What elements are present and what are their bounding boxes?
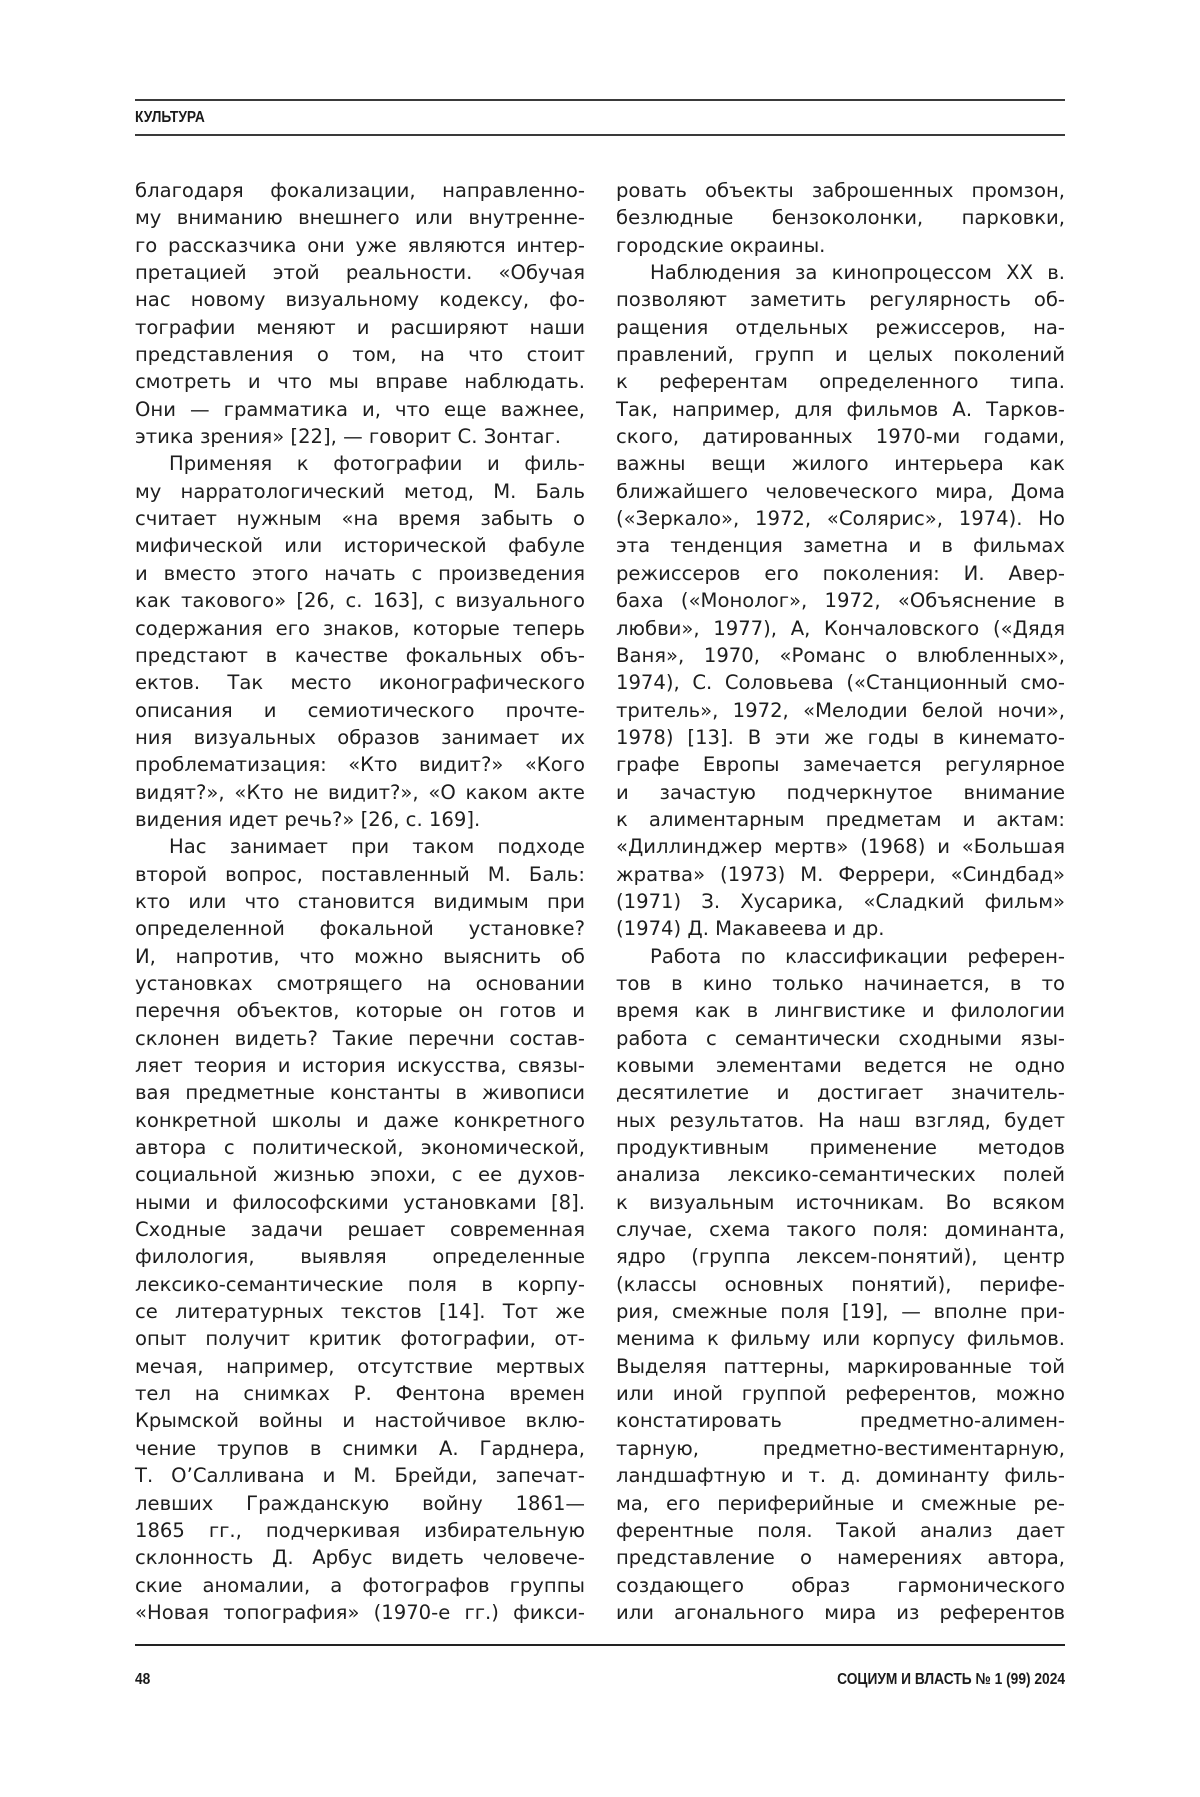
text-line: ские аномалии, а фотографов группы [135, 1573, 585, 1597]
text-line: режиссеров его поколения: И. Авер- [616, 561, 1065, 585]
text-line: создающего образ гармонического [616, 1573, 1065, 1597]
text-line: баха («Монолог», 1972, «Объяснение в [616, 589, 1065, 613]
text-line: склонность Д. Арбус видеть человече- [135, 1546, 585, 1570]
text-line: считает нужным «на время забыть о [135, 507, 585, 531]
text-line: рия, смежные поля [19], — вполне при- [616, 1300, 1065, 1324]
text-line: тритель», 1972, «Мелодии белой ночи», [616, 698, 1065, 722]
text-line: смотреть и что мы вправе наблюдать. [135, 370, 585, 394]
text-line: Так, например, для фильмов А. Тарков- [616, 397, 1065, 421]
text-line: ферентные поля. Такой анализ дает [616, 1518, 1065, 1542]
text-line: определенной фокальной установке? [135, 917, 585, 941]
text-line: Работа по классификации референ- [650, 944, 1065, 968]
text-line: ными и философскими установками [8]. [135, 1190, 585, 1214]
text-line: левших Гражданскую войну 1861— [135, 1491, 585, 1515]
text-line: работа с семантически сходными язы- [616, 1026, 1065, 1050]
text-line: второй вопрос, поставленный М. Баль: [135, 862, 585, 886]
text-line: конкретной школы и даже конкретного [135, 1108, 585, 1132]
text-line: автора с политической, экономической, [135, 1136, 585, 1160]
text-line: Они — грамматика и, что еще важнее, [135, 397, 585, 421]
text-line: ровать объекты заброшенных промзон, [616, 179, 1065, 202]
text-line: опыт получит критик фотографии, от- [135, 1327, 585, 1351]
text-line: се литературных текстов [14]. Тот же [135, 1300, 585, 1324]
text-line: или агонального мира из референтов [616, 1600, 1065, 1624]
text-line: благодаря фокализации, направленно- [135, 179, 585, 202]
text-line: тографии меняют и расширяют наши [135, 315, 585, 339]
text-line: важны вещи жилого интерьера как [616, 452, 1065, 476]
text-line: Выделяя паттерны, маркированные той [616, 1354, 1065, 1378]
text-line: И, напротив, что можно выяснить об [135, 944, 585, 968]
journal-title: СОЦИУМ И ВЛАСТЬ № 1 (99) 2024 [837, 1671, 1065, 1688]
text-line: описания и семиотического прочте- [135, 698, 585, 722]
text-line: Сходные задачи решает современная [135, 1218, 585, 1242]
text-line: предстают в качестве фокальных объ- [135, 643, 585, 667]
text-line: 1974), С. Соловьева («Станционный смо- [616, 671, 1065, 695]
text-line: Крымской войны и настойчивое вклю- [135, 1409, 585, 1433]
text-line: безлюдные бензоколонки, парковки, [616, 206, 1065, 230]
text-line: правлений, групп и целых поколений [616, 343, 1065, 367]
text-line: как такового» [26, с. 163], с визуального [135, 589, 585, 613]
text-line: 1978) [13]. В эти же годы в кинемато- [616, 725, 1065, 749]
text-line: любви», 1977), А, Кончаловского («Дядя [616, 616, 1065, 640]
text-line: время как в лингвистике и филологии [616, 999, 1065, 1023]
text-line: Наблюдения за кинопроцессом XX в. [650, 261, 1065, 285]
header-top-rule [135, 99, 1065, 101]
text-line: ского, датированных 1970-ми годами, [616, 425, 1065, 449]
text-line: представление о намерениях автора, [616, 1546, 1065, 1570]
text-line: тарную, предметно-вестиментарную, [616, 1436, 1065, 1460]
text-line: нас новому визуальному кодексу, фо- [135, 288, 585, 312]
text-line: ращения отдельных режиссеров, на- [616, 315, 1065, 339]
text-line: случае, схема такого поля: доминанта, [616, 1218, 1065, 1242]
text-column-left [135, 177, 585, 1626]
text-line: му нарратологический метод, М. Баль [135, 479, 585, 503]
header-bottom-rule [135, 134, 1065, 136]
text-line: Т. О’Салливана и М. Брейди, запечат- [135, 1464, 585, 1488]
text-line: филология, выявляя определенные [135, 1245, 585, 1269]
text-line: ляет теория и история искусства, связы- [135, 1054, 585, 1077]
text-line: проблематизация: «Кто видит?» «Кого [135, 753, 585, 777]
text-line: и вместо этого начать с произведения [135, 561, 585, 585]
text-line: чение трупов в снимки А. Гарднера, [135, 1436, 585, 1460]
text-line: видят?», «Кто не видит?», «О каком акте [135, 780, 585, 804]
section-heading: КУЛЬТУРА [135, 109, 205, 126]
text-line: ектов. Так место иконографического [135, 671, 585, 695]
text-line: эта тенденция заметна и в фильмах [616, 534, 1065, 558]
text-line: к алиментарным предметам и актам: [616, 807, 1065, 831]
text-line: кто или что становится видимым при [135, 889, 585, 913]
text-line: констатировать предметно-алимен- [616, 1409, 1065, 1433]
text-line: жратва» (1973) М. Феррери, «Синдбад» [616, 862, 1065, 886]
text-line: к референтам определенного типа. [616, 370, 1065, 394]
text-line: графе Европы замечается регулярное [616, 753, 1065, 777]
text-line: тел на снимках Р. Фентона времен [135, 1382, 585, 1406]
text-line: или иной группой референтов, можно [616, 1382, 1065, 1406]
text-line: к визуальным источникам. Во всяком [616, 1190, 1065, 1214]
text-line: Применяя к фотографии и филь- [169, 452, 585, 476]
text-line: видения идет речь?» [26, с. 169]. [135, 807, 481, 831]
text-line: позволяют заметить регулярность об- [616, 288, 1065, 312]
text-line: десятилетие и достигает значитель- [616, 1081, 1065, 1105]
text-line: вая предметные константы в живописи [135, 1081, 585, 1105]
text-line: «Новая топография» (1970-е гг.) фикси- [135, 1600, 585, 1624]
text-line: лексико-семантические поля в корпу- [135, 1272, 585, 1296]
text-line: содержания его знаков, которые теперь [135, 616, 585, 640]
text-line: претацией этой реальности. «Обучая [135, 261, 585, 285]
text-line: тов в кино только начинается, в то [616, 971, 1065, 995]
text-line: ма, его периферийные и смежные ре- [616, 1491, 1065, 1515]
text-line: ковыми элементами ведется не одно [616, 1054, 1065, 1077]
text-line: «Диллинджер мертв» (1968) и «Большая [616, 835, 1065, 859]
text-line: ных результатов. На наш взгляд, будет [616, 1108, 1065, 1132]
text-line: (классы основных понятий), перифе- [616, 1272, 1065, 1296]
text-line: склонен видеть? Такие перечни состав- [135, 1026, 585, 1050]
text-line: Нас занимает при таком подходе [169, 835, 585, 859]
text-line: менима к фильму или корпусу фильмов. [616, 1327, 1065, 1351]
text-line: ния визуальных образов занимает их [135, 725, 585, 749]
page-number: 48 [135, 1671, 151, 1688]
text-line: мечая, например, отсутствие мертвых [135, 1354, 585, 1378]
text-line: анализа лексико-семантических полей [616, 1163, 1065, 1187]
text-line: установках смотрящего на основании [135, 971, 585, 995]
text-line: (1974) Д. Макавеева и др. [616, 917, 885, 941]
text-line: этика зрения» [22], — говорит С. Зонтаг. [135, 425, 562, 449]
text-line: Ваня», 1970, «Романс о влюбленных», [616, 643, 1065, 667]
text-line: (1971) З. Хусарика, «Сладкий фильм» [616, 889, 1065, 913]
text-line: городские окраины. [616, 233, 826, 257]
footer-rule [135, 1644, 1065, 1646]
text-line: социальной жизнью эпохи, с ее духов- [135, 1163, 585, 1187]
text-line: представления о том, на что стоит [135, 343, 585, 367]
text-line: перечня объектов, которые он готов и [135, 999, 585, 1023]
text-line: 1865 гг., подчеркивая избирательную [135, 1518, 585, 1542]
text-line: ближайшего человеческого мира, Дома [616, 479, 1065, 503]
text-line: и зачастую подчеркнутое внимание [616, 780, 1065, 804]
text-line: мифической или исторической фабуле [135, 534, 585, 558]
text-line: («Зеркало», 1972, «Солярис», 1974). Но [616, 507, 1065, 531]
text-column-right [616, 177, 1065, 1626]
text-line: го рассказчика они уже являются интер- [135, 233, 585, 257]
text-line: ядро (группа лексем-понятий), центр [616, 1245, 1065, 1269]
text-line: продуктивным применение методов [616, 1136, 1065, 1160]
text-line: му вниманию внешнего или внутренне- [135, 206, 585, 230]
text-line: ландшафтную и т. д. доминанту филь- [616, 1464, 1065, 1488]
